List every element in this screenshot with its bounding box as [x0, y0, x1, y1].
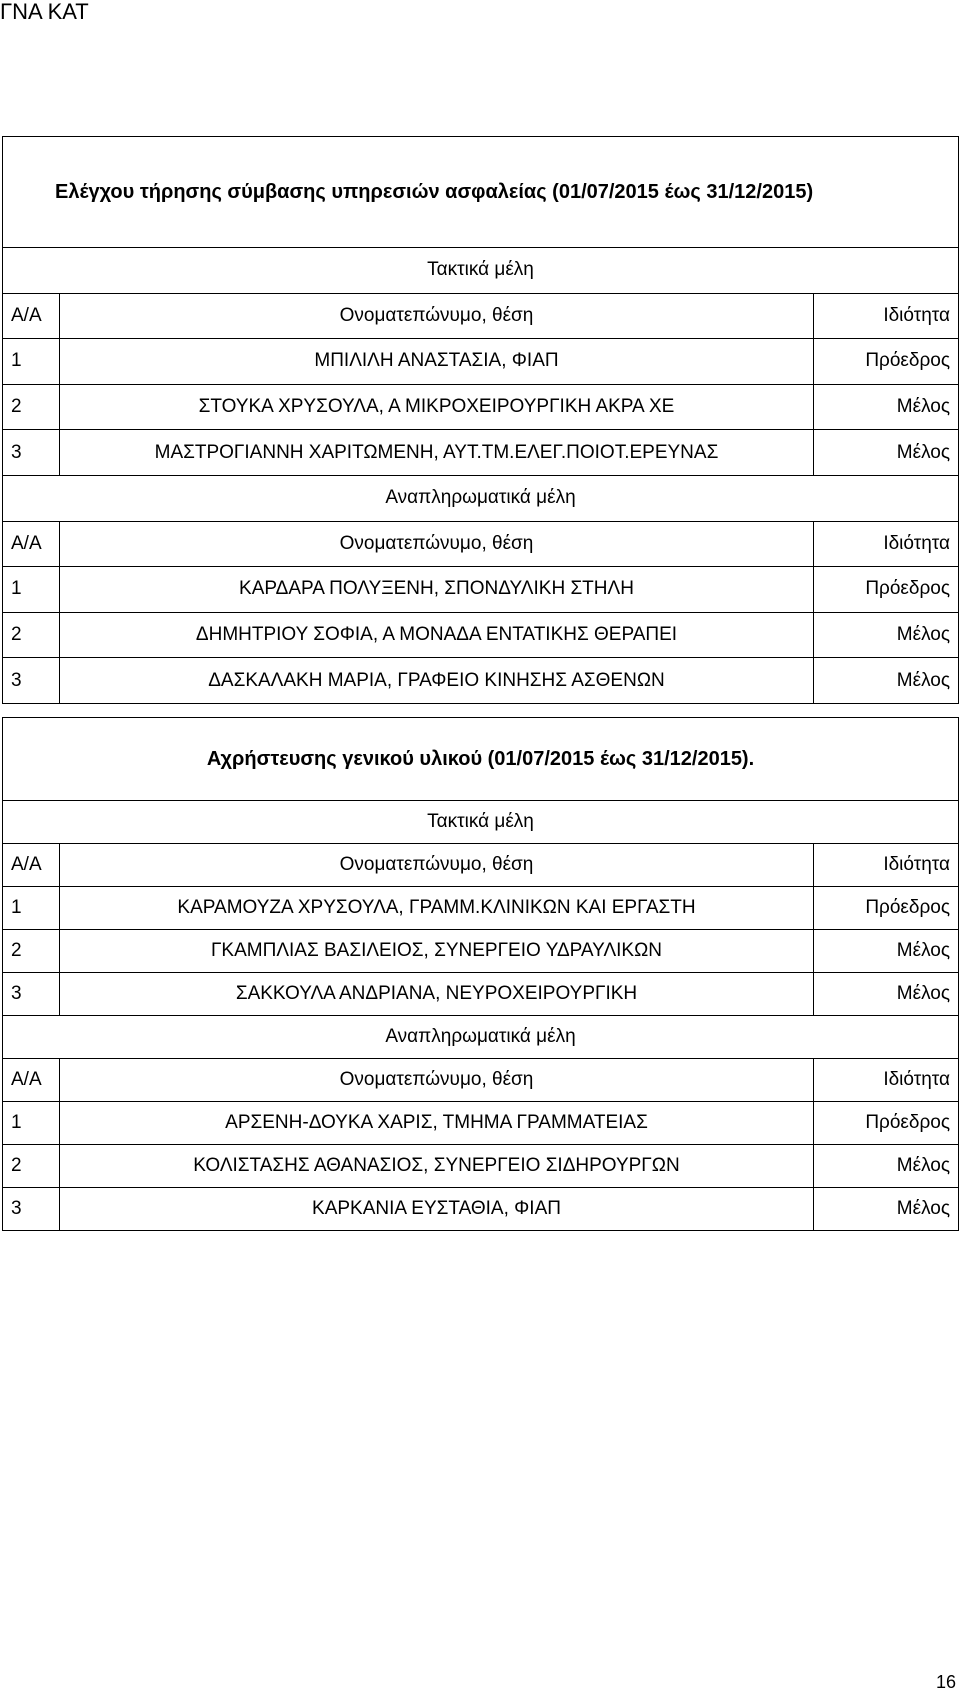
table-row — [3, 887, 959, 930]
member-role: Πρόεδρος — [814, 1102, 959, 1145]
table-row — [3, 612, 959, 658]
document-header: ΓΝΑ ΚΑΤ — [0, 0, 89, 24]
member-role: Πρόεδρος — [813, 339, 958, 385]
section-heading: Τακτικά μέλη — [3, 801, 959, 844]
member-name: ΔΗΜΗΤΡΙΟΥ ΣΟΦΙΑ, Α ΜΟΝΑΔΑ ΕΝΤΑΤΙΚΗΣ ΘΕΡΑΠΕΙ — [60, 612, 814, 658]
member-name: ΜΠΙΛΙΛΗ ΑΝΑΣΤΑΣΙΑ, ΦΙΑΠ — [60, 339, 814, 385]
member-number: 2 — [3, 930, 60, 973]
member-number: 2 — [3, 1145, 60, 1188]
member-number: 2 — [3, 384, 60, 430]
table-row — [3, 1145, 959, 1188]
member-role: Μέλος — [814, 930, 959, 973]
table-row — [3, 930, 959, 973]
member-number: 3 — [3, 430, 60, 476]
column-header-row — [3, 293, 959, 339]
column-header-number: Α/Α — [3, 1059, 60, 1102]
column-header-role: Ιδιότητα — [814, 1059, 959, 1102]
member-role: Μέλος — [813, 612, 958, 658]
member-number: 1 — [3, 1102, 60, 1145]
table-row — [3, 1102, 959, 1145]
member-role: Μέλος — [814, 1145, 959, 1188]
column-header-row — [3, 844, 959, 887]
table-row — [3, 567, 959, 613]
member-name: ΚΑΡΔΑΡΑ ΠΟΛΥΞΕΝΗ, ΣΠΟΝΔΥΛΙΚΗ ΣΤΗΛΗ — [60, 567, 814, 613]
column-header-role: Ιδιότητα — [814, 844, 959, 887]
section-heading-row — [3, 1016, 959, 1059]
committee-title: Ελέγχου τήρησης σύμβασης υπηρεσιών ασφαλείας (01/07/2015 έως 31/12/2015) — [3, 137, 959, 248]
table-row — [3, 973, 959, 1016]
column-header-number: Α/Α — [3, 521, 60, 567]
section-heading: Αναπληρωματικά μέλη — [3, 475, 959, 521]
member-role: Μέλος — [813, 384, 958, 430]
member-name: ΚΑΡΚΑΝΙΑ ΕΥΣΤΑΘΙΑ, ΦΙΑΠ — [60, 1188, 814, 1231]
column-header-number: Α/Α — [3, 844, 60, 887]
section-heading: Τακτικά μέλη — [3, 248, 959, 294]
column-header-role: Ιδιότητα — [813, 293, 958, 339]
member-role: Μέλος — [813, 430, 958, 476]
column-header-row — [3, 521, 959, 567]
table-row — [3, 1188, 959, 1231]
member-role: Μέλος — [814, 1188, 959, 1231]
column-header-name: Ονοματεπώνυμο, θέση — [60, 521, 814, 567]
table-row — [3, 384, 959, 430]
column-header-name: Ονοματεπώνυμο, θέση — [60, 293, 814, 339]
committee-title-row — [3, 718, 959, 801]
page-number: 16 — [935, 1672, 956, 1692]
member-name: ΣΤΟΥΚΑ ΧΡΥΣΟΥΛΑ, Α ΜΙΚΡΟΧΕΙΡΟΥΡΓΙΚΗ ΑΚΡΑ ΧΕ — [60, 384, 814, 430]
member-number: 2 — [3, 612, 60, 658]
committee-table — [2, 717, 959, 1231]
member-name: ΚΟΛΙΣΤΑΣΗΣ ΑΘΑΝΑΣΙΟΣ, ΣΥΝΕΡΓΕΙΟ ΣΙΔΗΡΟΥΡΓΩΝ — [60, 1145, 814, 1188]
column-header-number: Α/Α — [3, 293, 60, 339]
column-header-row — [3, 1059, 959, 1102]
section-heading-row — [3, 801, 959, 844]
member-name: ΜΑΣΤΡΟΓΙΑΝΝΗ ΧΑΡΙΤΩΜΕΝΗ, ΑΥΤ.ΤΜ.ΕΛΕΓ.ΠΟΙΟΤ.ΕΡΕΥΝΑΣ — [60, 430, 814, 476]
column-header-name: Ονοματεπώνυμο, θέση — [60, 1059, 814, 1102]
committee-title: Αχρήστευσης γενικού υλικού (01/07/2015 έως 31/12/2015). — [3, 718, 959, 801]
column-header-name: Ονοματεπώνυμο, θέση — [60, 844, 814, 887]
member-name: ΚΑΡΑΜΟΥΖΑ ΧΡΥΣΟΥΛΑ, ΓΡΑΜΜ.ΚΛΙΝΙΚΩΝ ΚΑΙ ΕΡΓΑΣΤΗ — [60, 887, 814, 930]
section-heading: Αναπληρωματικά μέλη — [3, 1016, 959, 1059]
table-row — [3, 339, 959, 385]
section-heading-row — [3, 475, 959, 521]
member-role: Μέλος — [813, 658, 958, 704]
committee-title-row — [3, 137, 959, 248]
member-number: 1 — [3, 887, 60, 930]
member-role: Πρόεδρος — [814, 887, 959, 930]
table-row — [3, 430, 959, 476]
member-number: 3 — [3, 973, 60, 1016]
member-name: ΓΚΑΜΠΛΙΑΣ ΒΑΣΙΛΕΙΟΣ, ΣΥΝΕΡΓΕΙΟ ΥΔΡΑΥΛΙΚΩΝ — [60, 930, 814, 973]
member-role: Μέλος — [814, 973, 959, 1016]
member-number: 1 — [3, 567, 60, 613]
member-name: ΔΑΣΚΑΛΑΚΗ ΜΑΡΙΑ, ΓΡΑΦΕΙΟ ΚΙΝΗΣΗΣ ΑΣΘΕΝΩΝ — [60, 658, 814, 704]
member-number: 3 — [3, 1188, 60, 1231]
member-name: ΑΡΣΕΝΗ-ΔΟΥΚΑ ΧΑΡΙΣ, ΤΜΗΜΑ ΓΡΑΜΜΑΤΕΙΑΣ — [60, 1102, 814, 1145]
committee-table — [2, 136, 959, 704]
member-role: Πρόεδρος — [813, 567, 958, 613]
member-name: ΣΑΚΚΟΥΛΑ ΑΝΔΡΙΑΝΑ, ΝΕΥΡΟΧΕΙΡΟΥΡΓΙΚΗ — [60, 973, 814, 1016]
member-number: 3 — [3, 658, 60, 704]
member-number: 1 — [3, 339, 60, 385]
section-heading-row — [3, 248, 959, 294]
table-row — [3, 658, 959, 704]
column-header-role: Ιδιότητα — [813, 521, 958, 567]
